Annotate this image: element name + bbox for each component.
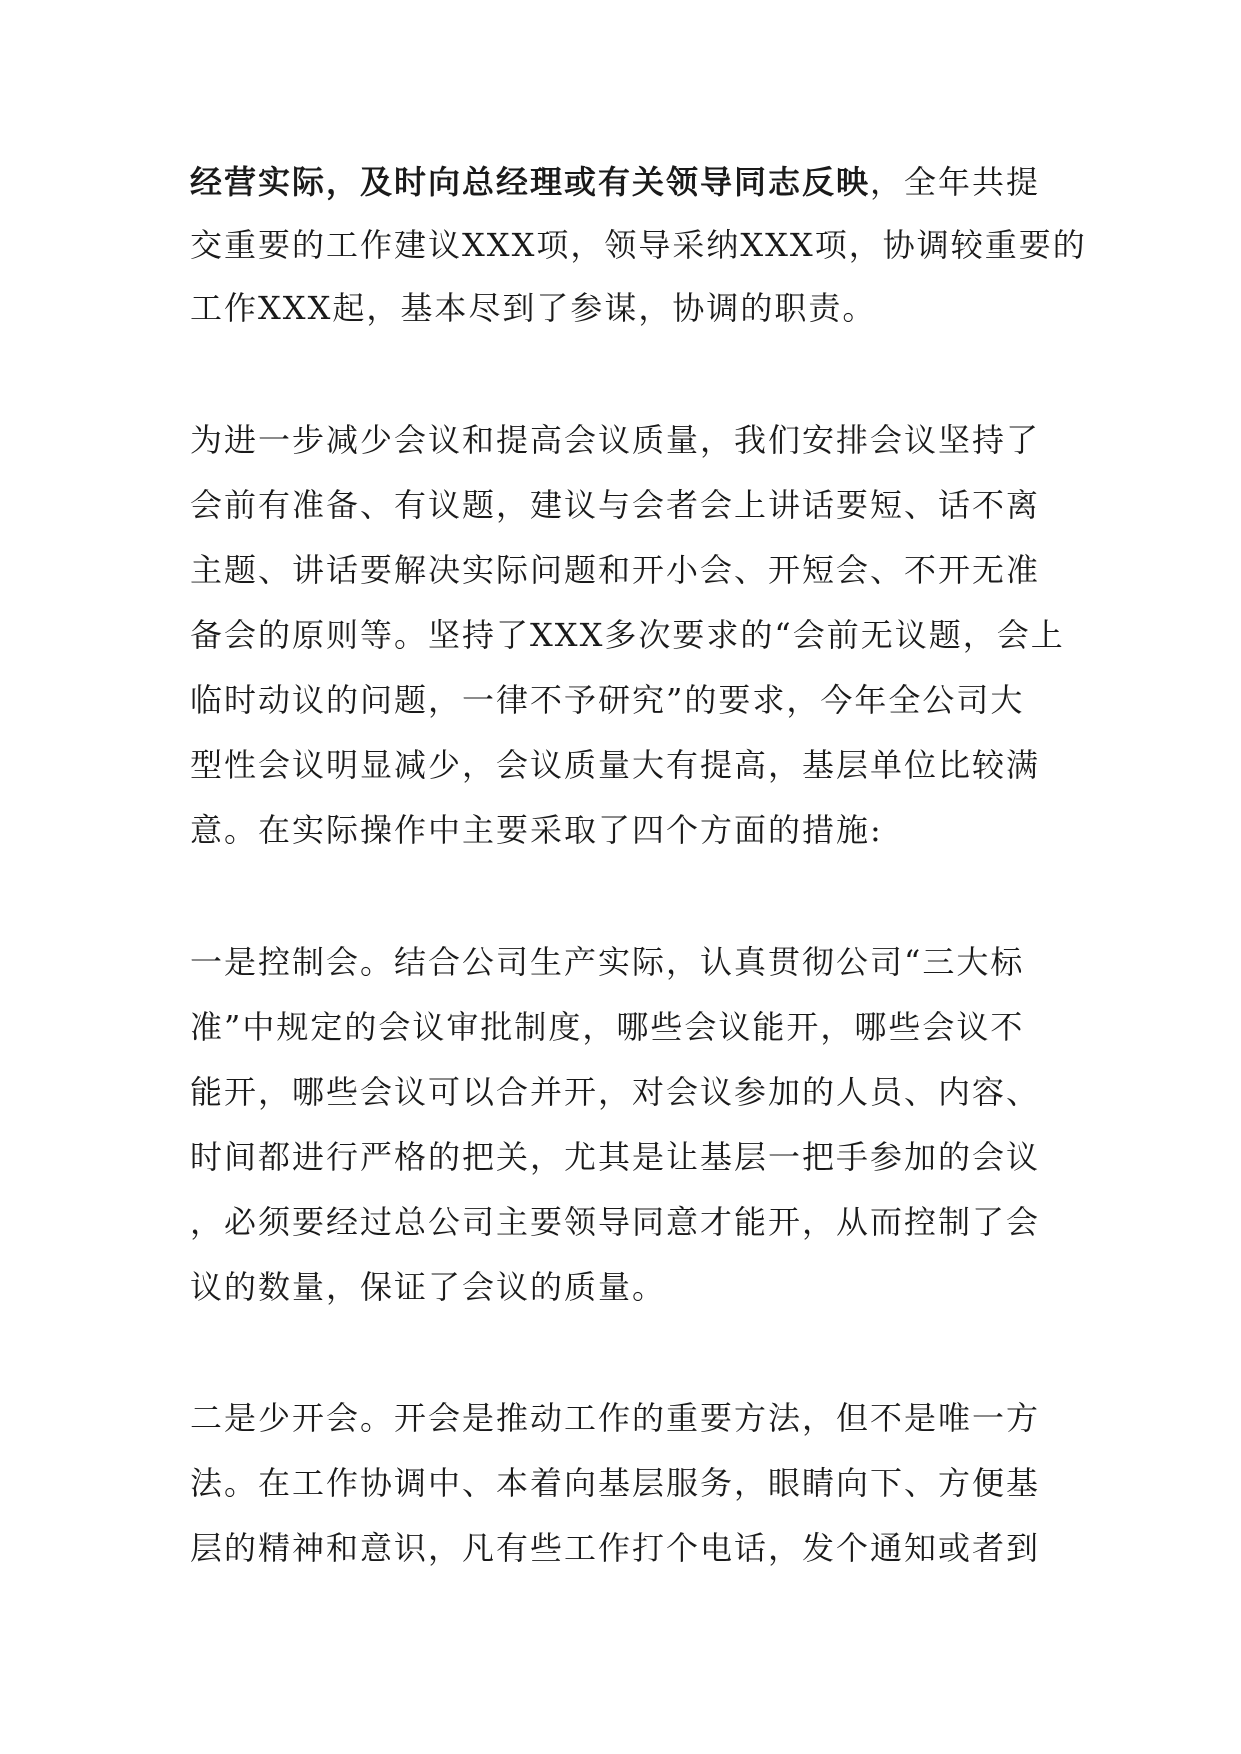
- paragraph-4-line-2: 法。在工作协调中、本着向基层服务，眼睛向下、方便基: [190, 1464, 1041, 1502]
- paragraph-2-line-3: 主题、讲话要解决实际问题和开小会、开短会、不开无准: [190, 551, 1041, 589]
- paragraph-4-line-3: 层的精神和意识，凡有些工作打个电话，发个通知或者到: [190, 1529, 1041, 1567]
- paragraph-2-line-2: 会前有准备、有议题，建议与会者会上讲话要短、话不离: [190, 486, 1041, 524]
- paragraph-3-line-5: ，必须要经过总公司主要领导同意才能开，从而控制了会: [190, 1203, 1041, 1241]
- paragraph-2-line-5: 临时动议的问题，一律不予研究”的要求，今年全公司大: [190, 681, 1025, 719]
- paragraph-4-line-1: 二是少开会。开会是推动工作的重要方法，但不是唯一方: [190, 1399, 1041, 1437]
- paragraph-1-line-2: 交重要的工作建议XXX项，领导采纳XXX项，协调较重要的: [190, 226, 1087, 264]
- paragraph-2-line-6: 型性会议明显减少，会议质量大有提高，基层单位比较满: [190, 746, 1041, 784]
- body-text: ，全年共提: [870, 163, 1041, 201]
- paragraph-2-line-4: 备会的原则等。坚持了XXX多次要求的“会前无议题，会上: [190, 616, 1065, 654]
- emphasis-text: 经营实际，及时向总经理或有关领导同志反映: [190, 163, 871, 201]
- paragraph-3-line-1: 一是控制会。结合公司生产实际，认真贯彻公司“三大标: [190, 943, 1025, 981]
- paragraph-3-line-6: 议的数量，保证了会议的质量。: [190, 1268, 667, 1306]
- paragraph-1-line-1: [190, 162, 1040, 202]
- paragraph-3-line-4: 时间都进行严格的把关，尤其是让基层一把手参加的会议: [190, 1138, 1041, 1176]
- paragraph-3-line-2: 准”中规定的会议审批制度，哪些会议能开，哪些会议不: [190, 1008, 1025, 1046]
- paragraph-1-line-3: 工作XXX起，基本尽到了参谋，协调的职责。: [190, 289, 877, 327]
- paragraph-3-line-3: 能开，哪些会议可以合并开，对会议参加的人员、内容、: [190, 1073, 1041, 1111]
- paragraph-2-line-1: 为进一步减少会议和提高会议质量，我们安排会议坚持了: [190, 421, 1041, 459]
- paragraph-2-line-7: 意。在实际操作中主要采取了四个方面的措施:: [190, 811, 883, 849]
